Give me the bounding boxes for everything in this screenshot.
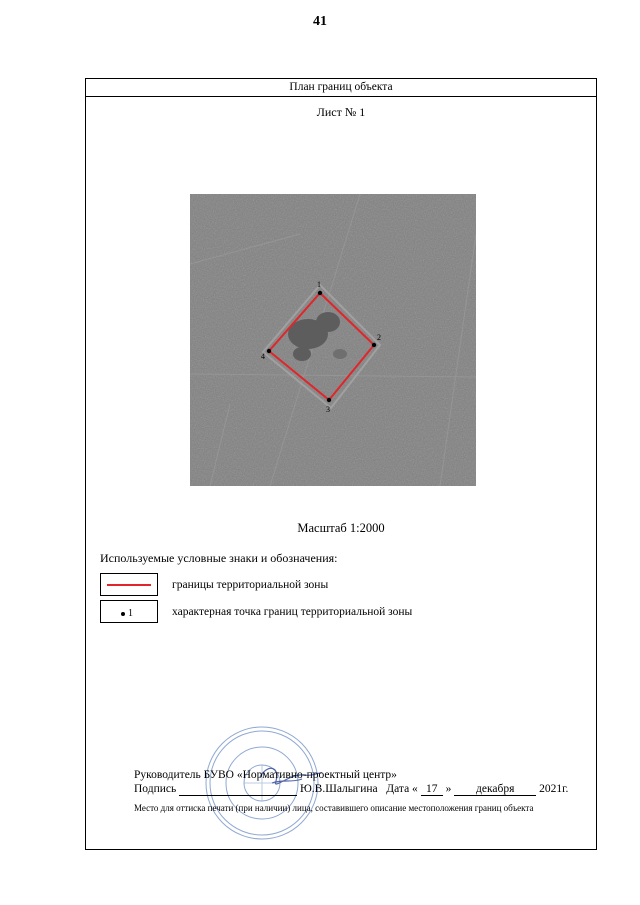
sheet-label: Лист № 1 (316, 105, 366, 119)
page-number: 41 (313, 14, 327, 29)
document-title: План границ объекта (86, 79, 596, 97)
legend-label-point: характерная точка границ территориальной зоны (172, 606, 413, 618)
signature-line (134, 783, 568, 796)
document-frame (85, 78, 597, 850)
signature-blank (179, 783, 297, 796)
boundary-point-2 (372, 343, 376, 347)
map-texture (190, 194, 476, 486)
signature-position-line: Руководитель БУВО «Нормативно-проектный центр» (134, 769, 397, 781)
legend-label-boundary: границы территориальной зоны (172, 579, 329, 591)
date-day: 17 (421, 783, 443, 796)
point-label-1: 1 (317, 280, 321, 289)
date-year: 2021г. (539, 783, 569, 795)
map-scale: Масштаб 1:2000 (297, 521, 385, 535)
date-month: декабря (454, 783, 536, 796)
legend-title: Используемые условные знаки и обозначения: (100, 551, 338, 565)
boundary-point-4 (267, 349, 271, 353)
aerial-map (190, 194, 476, 486)
point-label-3: 3 (326, 405, 330, 414)
point-label-2: 2 (377, 333, 381, 342)
legend-symbol-point (100, 600, 158, 623)
point-dot-icon (121, 612, 125, 616)
boundary-point-3 (327, 398, 331, 402)
date-label: Дата « (386, 783, 418, 795)
legend-point-number: 1 (128, 608, 133, 619)
signature-label: Подпись (134, 783, 177, 795)
date-quote-close: » (445, 783, 452, 795)
signatory-name: Ю.В.Шалыгина (299, 783, 378, 795)
red-line-icon (107, 584, 151, 586)
stamp-footnote: Место для оттиска печати (при наличии) лица, составившего описание местоположения границ объекта (134, 803, 534, 813)
legend-symbol-boundary (100, 573, 158, 596)
boundary-point-1 (318, 291, 322, 295)
point-label-4: 4 (261, 352, 265, 361)
